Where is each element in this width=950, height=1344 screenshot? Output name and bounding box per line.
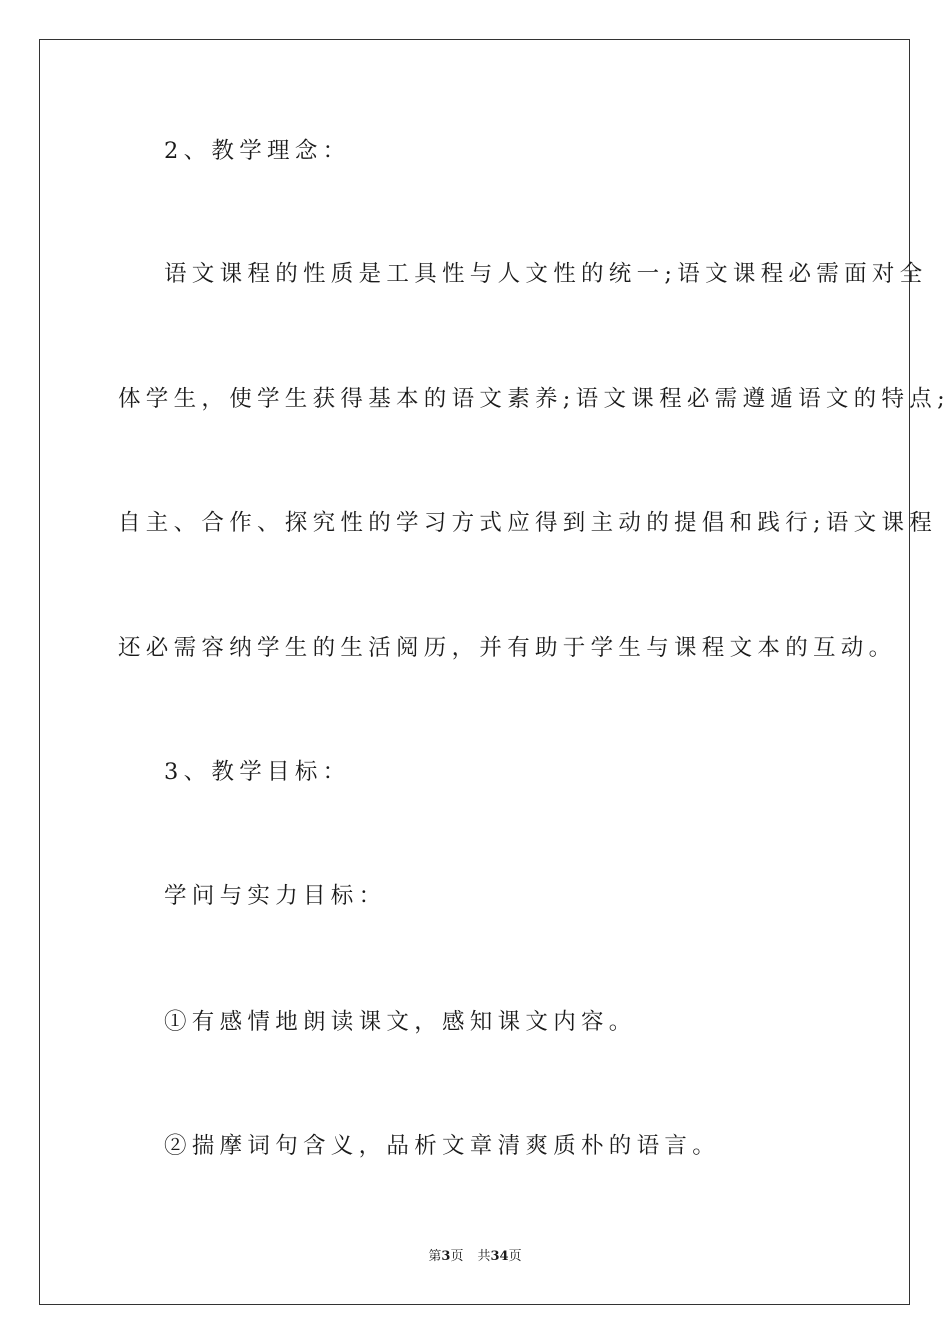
- paragraph-line-2: 体学生，使学生获得基本的语文素养;语文课程必需遵遁语文的特点;: [118, 386, 950, 412]
- section-heading-teaching-philosophy: 2、教学理念：: [164, 138, 351, 164]
- paragraph-line-4: 还必需容纳学生的生活阅历，并有助于学生与课程文本的互动。: [118, 635, 897, 661]
- footer-total-prefix: 共: [477, 1249, 491, 1264]
- goal-item-1: ①有感情地朗读课文，感知课文内容。: [164, 1009, 637, 1035]
- section-heading-teaching-goals: 3、教学目标：: [164, 759, 351, 785]
- page-footer: [0, 1248, 950, 1266]
- paragraph-line-3: 自主、合作、探究性的学习方式应得到主动的提倡和践行;语文课程: [118, 510, 938, 536]
- subheading-knowledge-ability-goals: 学问与实力目标：: [164, 883, 387, 909]
- footer-page-suffix: 页: [450, 1249, 464, 1264]
- footer-prefix: 第: [428, 1249, 442, 1264]
- footer-total-pages: 34: [490, 1249, 509, 1264]
- footer-total-suffix: 页: [508, 1249, 522, 1264]
- paragraph-line-1: 语文课程的性质是工具性与人文性的统一;语文课程必需面对全: [164, 261, 928, 287]
- page-border: [39, 39, 950, 1305]
- goal-item-2: ②揣摩词句含义，品析文章清爽质朴的语言。: [164, 1133, 721, 1159]
- footer-current-page: 3: [441, 1249, 451, 1264]
